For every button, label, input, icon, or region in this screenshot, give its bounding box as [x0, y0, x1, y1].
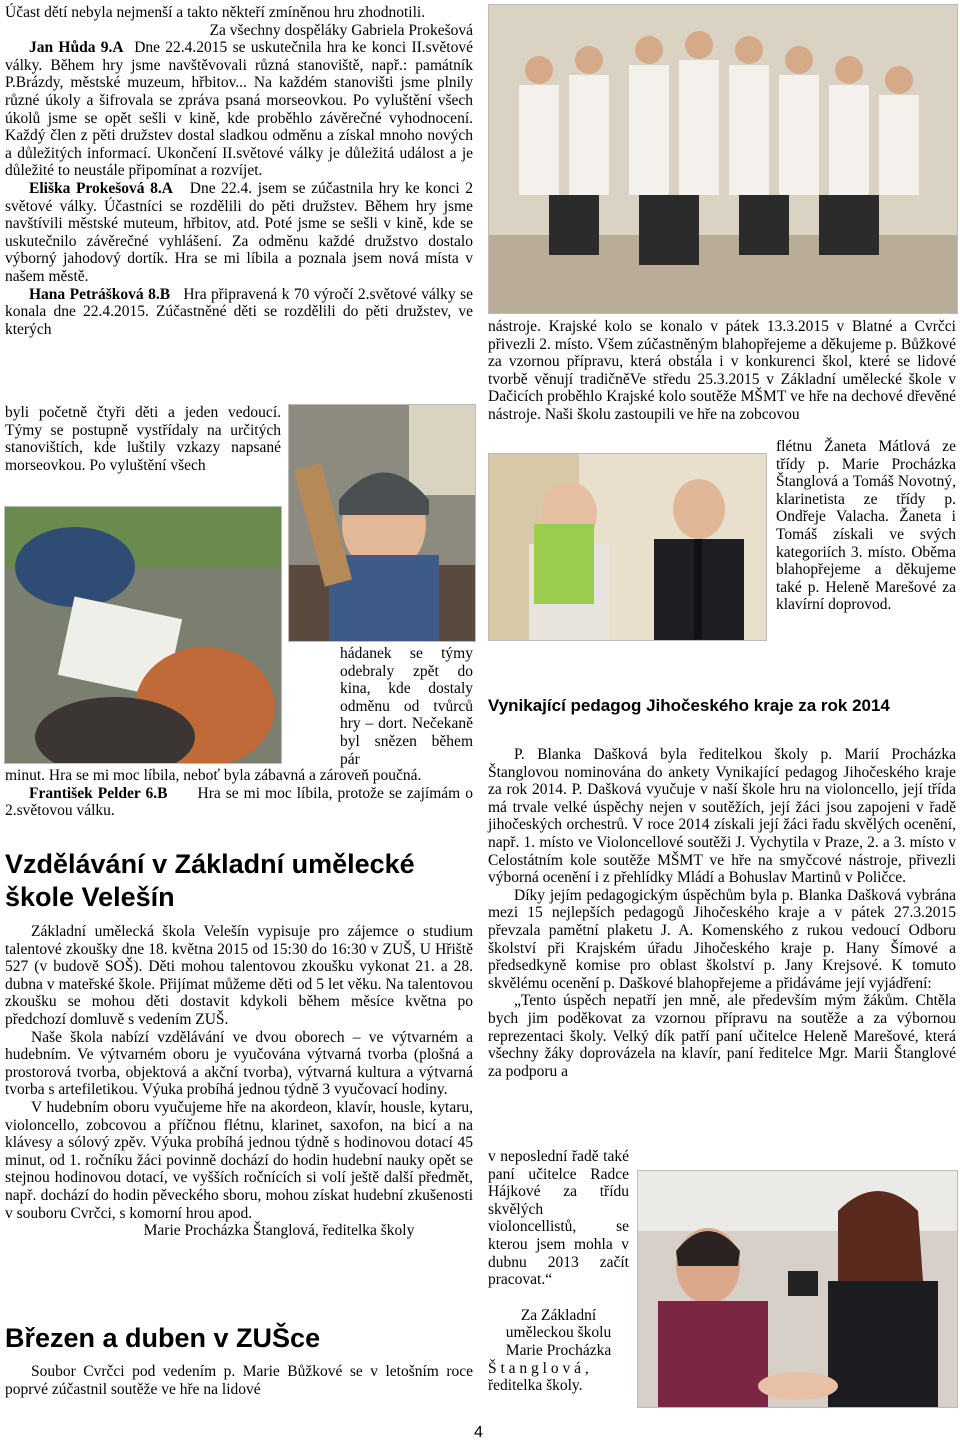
paragraph: flétnu Žaneta Mátlová ze třídy p. Marie Procházka Štanglová a Tomáš Novotný, klarinetista ze třídy p. Ondřeje Valacha. Žaneta i Tomáš získali ve svých kategoriích 3. místo. Oběma blahopřejeme a děkujeme také p. Heleně Marešové za klavírní doprovod. [776, 438, 956, 614]
photo-group-choir [488, 4, 958, 314]
paragraph [5, 39, 473, 180]
quote-continued: v neposlední řadě také paní učitelce Radce Hájkové za třídu skvělých violoncellistů, se kterou jsem mohla v dubnu 2013 začít pracovat.“ [488, 1148, 629, 1289]
quote: „Tento úspěch nepatří jen mně, ale především mým žákům. Chtěla bych jim poděkovat za vzornou přípravu na soutěže a za výbornou reprezentaci školy. Velký dík patří paní učitelce Heleně Marešové, která všechny žáky doprovázela na klavír, paní ředitelce Mgr. Marii Štanglové za podporu a [488, 992, 956, 1080]
paragraph-text: Hra připravená k 70 výročí 2.světové války se konala dne 22.4.2015. Zúčastněné děti se rozdělili do pěti družstev, ve kterých [5, 285, 474, 338]
paragraph-text: minut. Hra se mi moc líbila, neboť byla zábavná a zároveň poučná. [5, 767, 422, 784]
author-name: Eliška Prokešová 8.A [29, 179, 173, 197]
paragraph-wrap-flute [776, 438, 956, 614]
quote-wrap [488, 1148, 629, 1395]
paragraph [5, 286, 473, 339]
paragraph-wrap-left [5, 404, 281, 474]
author-name: Jan Hůda 9.A [29, 39, 124, 57]
article-hra-reflections [5, 4, 473, 338]
paragraph: nástroje. Krajské kolo se konalo v pátek 13.3.2015 v Blatné a Cvrčci přivezli 2. místo. Všem zúčastněným blahopřejeme a děkujeme p. Bůžkové za vzornou přípravu, která obstála i v konkurenci škol, které se lidové tvorbě věnují tradičněVe středu 25.3.2015 v Základní umělecké škole v Dačicích proběhlo Krajské kolo soutěže MŠMT ve hře na dechové dřevěné nástroje. Naši školu zastoupili ve hře na zobcovou [488, 318, 956, 423]
paragraph: Základní umělecká škola Velešín vypisuje pro zájemce o studium talentové zkoušky dne 18. května 2015 od 15:30 do 16:30 v ZUŠ, U Hřiště 527 (v budově SOŠ). Děti mohou talentovou zkoušku vykonat 21. a 28. dubna v mateřské škole. Přijímat můžeme děti od 5 let věku. Na talentovou zkoušku se mohou děti dostavit kdykoli během měsíce května po předchozí domluvě s vedením ZUŠ. [5, 923, 473, 1028]
photo-boy-helmet [288, 404, 476, 642]
photo-flute-clarinet-winners [488, 453, 767, 641]
photo-award-ceremony [637, 1170, 958, 1408]
article-hra-end [5, 767, 473, 820]
signature: Za Základní uměleckou školu Marie Procházka [505, 1306, 612, 1359]
paragraph: Naše škola nabízí vzdělávání ve dvou oborech – ve výtvarném a hudebním. Ve výtvarném oboru je vyučována výtvarná tvorba (plošná a prostorová tvorba, objektová a akční tvorba), výtvarná kultura a výtvarná tvorba s artefiletikou. Výuka probíhá jednou týdně 3 vyučovací hodiny. [5, 1028, 473, 1099]
page-number: 4 [474, 1424, 483, 1441]
paragraph-text: Dne 22.4.2015 se uskutečnila hra ke konci II.světové války. Během hry jsme navštěvovali různá stanoviště, např.: památník P.Brázdy, městské muzeum, hřbitov... Na každém stanovišti jsme plnily různé úkoly a šifrovala se zpráva psaná morseovkou. Po vyluštění všech úkolů jsme se opět sešli v kině, kde proběhlo závěrečné vyhodnocení. Každý člen z pěti družstev dostal sladkou odměnu a získal mnoho nových a důležitých informací. Ukončení II.světové války je důležitá událost a je důležité to neustále připomínat a rozvíjet. [5, 39, 473, 180]
signature: Marie Procházka Štanglová, ředitelka školy [143, 1222, 415, 1240]
paragraph-text: byli početně čtyři děti a jeden vedoucí. Týmy se postupně vystřídaly na určitých stanovištích, kde luštily vzkazy napsané morseovkou. Po vyluštění všech [5, 404, 281, 474]
paragraph [5, 180, 473, 286]
photo-children-writing [4, 506, 282, 764]
heading-outstanding-teacher: Vynikající pedagog Jihočeského kraje za rok 2014 [488, 696, 890, 715]
paragraph: Účast dětí nebyla nejmenší a takto někteří zmíněnou hru zhodnotili. [5, 4, 426, 21]
heading-zus-education: Vzdělávání v Základní umělecké škole Velešín [5, 849, 415, 912]
paragraph: V hudebním oboru vyučujeme hře na akordeon, klavír, housle, kytaru, violoncello, zobcovou a příčnou flétnu, klarinet, saxofon, na bicí a na klávesy a sólový zpěv. Výuka probíhá jednou týdně s hodinovou dotací 45 minut, od 1. ročníku žáci povinně dochází do hodin hudební nauky opět se stejnou hodinovou dotací, ve vyšších ročnících si volí ještě další předmět, např. dochází do hodin pěveckého sboru, mohou získat hudební zkušenosti v souboru Cvrčci, s komorní hrou apod. [5, 1098, 473, 1222]
author-line: Za všechny dospěláky Gabriela Prokešová [209, 21, 473, 39]
paragraph-text: Hra se mi moc líbila, protože se zajímám o 2.světovou válku. [5, 784, 473, 820]
article-pedagog [488, 746, 956, 1080]
article-brezen-cont [488, 318, 956, 424]
signature-name: Š t a n g l o v á , [488, 1359, 589, 1377]
signature-title: ředitelka školy. [488, 1377, 583, 1395]
paragraph: Díky jejím pedagogickým úspěchům byla p. Blanka Dašková vybrána mezi 15 nejlepších pedagogů Jihočeského kraje a v pátek 27.3.2015 převzala pamětní plaketu J. A. Komenského z rukou vedoucí Odboru školství při Krajském úřadu Jihočeského kraje p. Hany Šímové a předsedkyně komise pro oblast školství p. Jany Krejsové. K tomuto skvělému ocenění p. Daškové blahopřejeme a přidáváme její vyjádření: [488, 886, 956, 992]
paragraph: P. Blanka Dašková byla ředitelkou školy p. Marií Procházka Štanglovou nominována do ankety Vynikající pedagog Jihočeského kraje za rok 2014. P. Dašková vyučuje v naší škole hru na violoncello, její třída má trvale velké úspěchy nejen v soutěžích, její žáci jsou zapojeni v řadě jihočeských orchestrů. V roce 2014 získali její žáci řadu skvělých ocenění, např. 1. místo ve Violoncellové soutěži J. Vychytila v Praze, 2. a 3. místo v Celostátním kole soutěže MŠMT ve hře na smyčcové nástroje, přivezli výborná ocenění i z přehlídky Mládí a Bohuslav Martinů v Poličce. [488, 746, 956, 887]
author-name: Hana Petrášková 8.B [29, 285, 171, 303]
paragraph-wrap-right [340, 645, 473, 768]
article-zus [5, 923, 473, 1240]
article-brezen [5, 1363, 473, 1398]
paragraph-text: Dne 22.4. jsem se zúčastnila hry ke konci 2 světové války. Účastníci se rozdělili do pěti družstev. Během hry jsme navštívili městské muteum, hřbitov, atd. Poté jsme se sešli v kině, kde se uskutečnilo závěrečné vyhlášení. Za odměnu každé družstvo dostalo výborný jahodový dortík. Hra se mi líbila a poznala jsem nová místa v našem městě. [5, 179, 473, 285]
paragraph: Soubor Cvrčci pod vedením p. Marie Bůžkové se v letošním roce poprvé zúčastnil soutěže ve hře na lidové [5, 1363, 473, 1398]
heading-brezen-duben: Březen a duben v ZUŠce [5, 1323, 321, 1353]
paragraph-text: hádanek se týmy odebraly zpět do kina, kde dostaly odměnu od tvůrců hry – dort. Nečekaně byl snězen během pár [340, 645, 473, 768]
author-name: František Pelder 6.B [29, 784, 168, 802]
paragraph [5, 785, 473, 820]
